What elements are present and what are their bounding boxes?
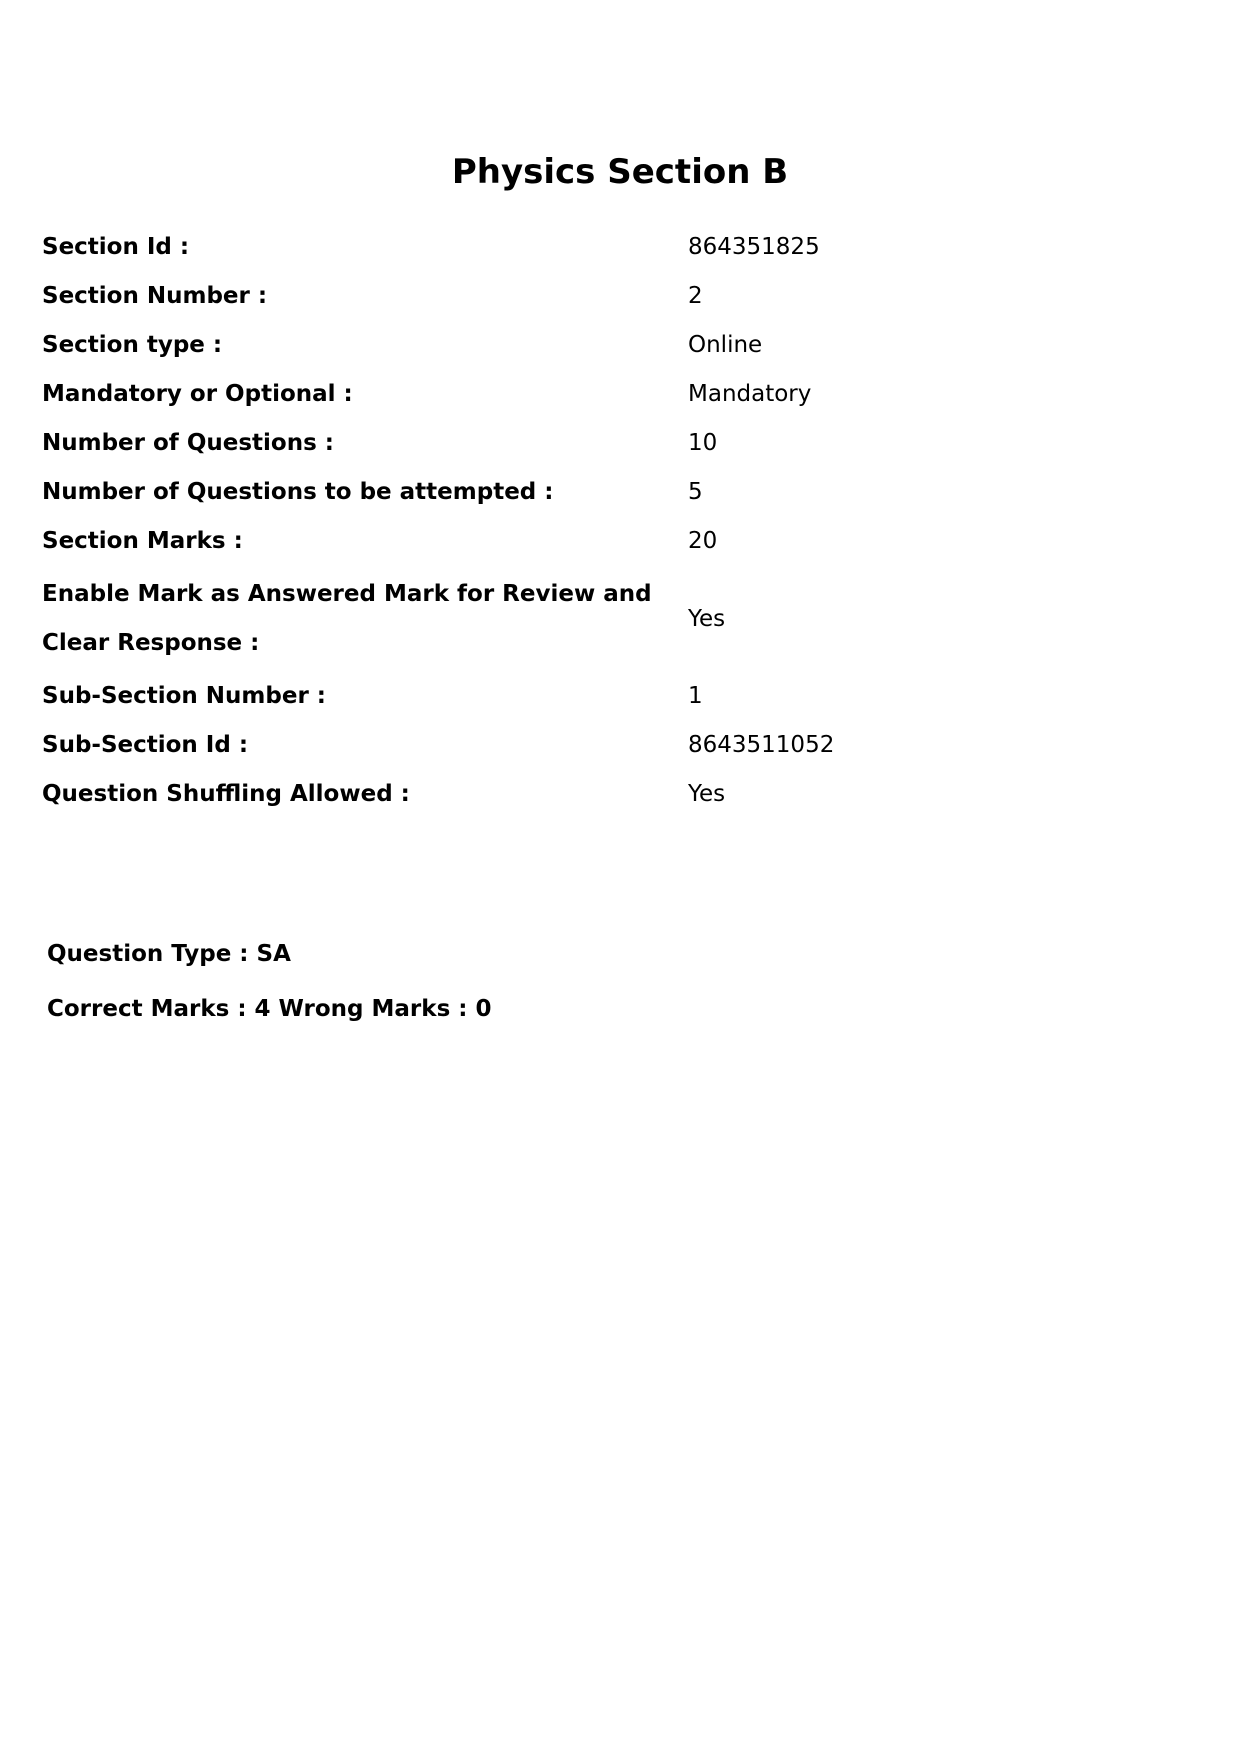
info-value: Yes xyxy=(688,605,726,632)
info-row-mandatory-optional xyxy=(42,370,1192,419)
info-label: Section Number : xyxy=(42,283,268,309)
marks-info: Correct Marks : 4 Wrong Marks : 0 xyxy=(47,996,492,1022)
info-row-number-of-questions xyxy=(42,419,1192,468)
info-row-enable-mark-review xyxy=(42,566,1192,672)
info-label: Question Shuffling Allowed : xyxy=(42,781,410,807)
info-label: Number of Questions : xyxy=(42,430,334,456)
info-label: Sub-Section Id : xyxy=(42,732,249,758)
info-label: Mandatory or Optional : xyxy=(42,381,353,407)
question-type: Question Type : SA xyxy=(47,941,291,967)
info-value: 2 xyxy=(688,283,703,309)
info-label: Section Marks : xyxy=(42,528,243,554)
info-row-section-number xyxy=(42,272,1192,321)
info-value: 8643511052 xyxy=(688,732,835,758)
info-row-sub-section-id xyxy=(42,721,1192,770)
info-label: Enable Mark as Answered Mark for Review and Clear Response : xyxy=(42,581,652,656)
info-value: Mandatory xyxy=(688,381,812,407)
info-label: Sub-Section Number : xyxy=(42,683,327,709)
info-row-sub-section-number xyxy=(42,672,1192,721)
info-label: Section type : xyxy=(42,332,223,358)
info-row-questions-to-attempt xyxy=(42,468,1192,517)
info-row-question-shuffling xyxy=(42,770,1192,819)
info-value: 1 xyxy=(688,683,703,709)
info-value: 5 xyxy=(688,479,703,505)
info-row-section-marks xyxy=(42,517,1192,566)
info-row-section-type xyxy=(42,321,1192,370)
section-info-table xyxy=(42,223,1192,819)
info-label: Number of Questions to be attempted : xyxy=(42,479,554,505)
info-value: 10 xyxy=(688,430,718,456)
info-value: 20 xyxy=(688,528,718,554)
question-type-block xyxy=(47,940,491,1050)
info-label: Section Id : xyxy=(42,234,190,260)
page-title: Physics Section B xyxy=(451,152,789,192)
info-value: Yes xyxy=(688,781,726,807)
info-value: Online xyxy=(688,332,763,358)
info-value: 864351825 xyxy=(688,234,820,260)
info-row-section-id xyxy=(42,223,1192,272)
